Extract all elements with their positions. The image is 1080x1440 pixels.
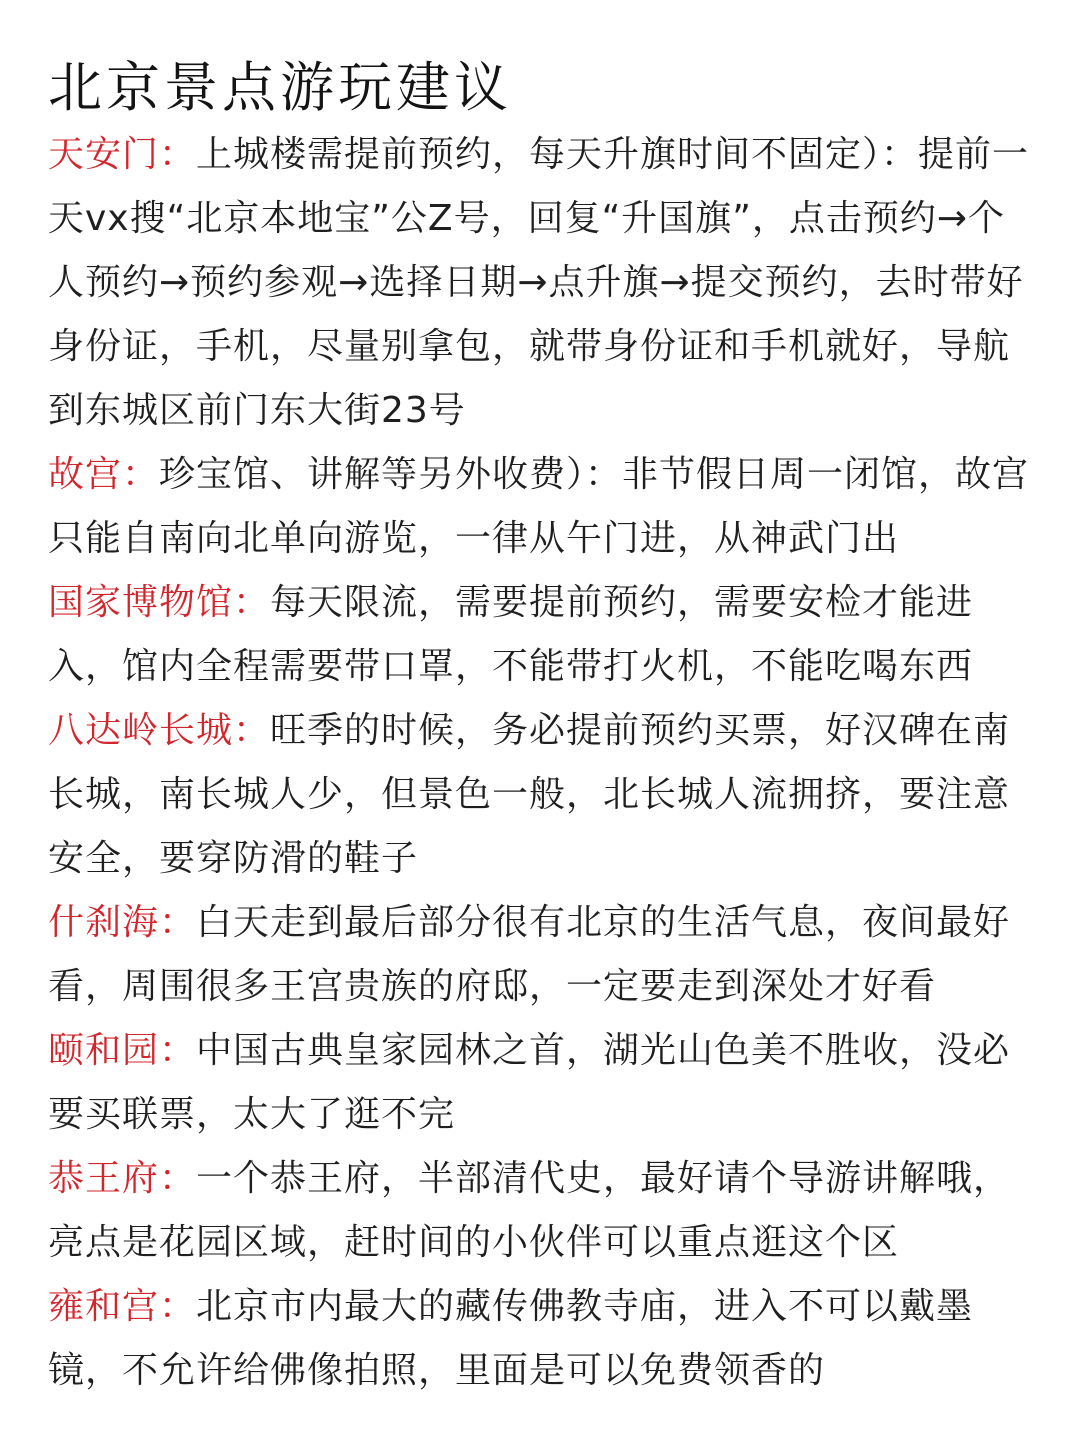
entry-name: 天安门 xyxy=(48,133,160,175)
entry-name: 恭王府 xyxy=(48,1157,160,1199)
entry-separator: ： xyxy=(233,581,271,623)
entry-text: 中国古典皇家园林之首，湖光山色美不胜收，没必要买联票，太大了逛不完 xyxy=(48,1029,1011,1135)
entry-tiananmen xyxy=(48,123,1040,443)
entry-text: 每天限流，需要提前预约，需要安检才能进入，馆内全程需要带口罩，不能带打火机，不能吃喝东西 xyxy=(48,581,974,687)
entry-badaling-great-wall xyxy=(48,699,1040,891)
entry-separator: ： xyxy=(233,709,271,751)
entry-text: 珍宝馆、讲解等另外收费）：非节假日周一闭馆，故宫只能自南向北单向游览，一律从午门进，从神武门出 xyxy=(48,453,1030,559)
entry-national-museum xyxy=(48,571,1040,699)
entry-text: 一个恭王府，半部清代史，最好请个导游讲解哦，亮点是花园区域，赶时间的小伙伴可以重点逛这个区 xyxy=(48,1157,1011,1263)
entry-lama-temple xyxy=(48,1275,1040,1403)
entry-separator: ： xyxy=(159,133,197,175)
entry-text: 白天走到最后部分很有北京的生活气息，夜间最好看，周围很多王宫贵族的府邸，一定要走到深处才好看 xyxy=(48,901,1011,1007)
entry-separator: ： xyxy=(159,1285,197,1327)
entry-summer-palace xyxy=(48,1019,1040,1147)
entry-name: 什刹海 xyxy=(48,901,160,943)
entry-name: 雍和宫 xyxy=(48,1285,160,1327)
entry-separator: ： xyxy=(122,453,160,495)
entry-separator: ： xyxy=(159,1029,197,1071)
entry-separator: ： xyxy=(159,901,197,943)
entry-text: 北京市内最大的藏传佛教寺庙，进入不可以戴墨镜，不允许给佛像拍照，里面是可以免费领香的 xyxy=(48,1285,974,1391)
entry-shichahai xyxy=(48,891,1040,1019)
entry-text: 旺季的时候，务必提前预约买票，好汉碑在南长城，南长城人少，但景色一般，北长城人流拥挤，要注意安全，要穿防滑的鞋子 xyxy=(48,709,1011,879)
entry-text: 上城楼需提前预约，每天升旗时间不固定）：提前一天vx搜“北京本地宝”公Z号，回复“升国旗”，点击预约→个人预约→预约参观→选择日期→点升旗→提交预约，去时带好身份证，手机，尽量别拿包，就带身份证和手机就好，导航到东城区前门东大街23号 xyxy=(48,133,1030,431)
entry-name: 颐和园 xyxy=(48,1029,160,1071)
entry-name: 八达岭长城 xyxy=(48,709,234,751)
page-title: 北京景点游玩建议 xyxy=(48,56,512,119)
entry-separator: ： xyxy=(159,1157,197,1199)
entry-forbidden-city xyxy=(48,443,1040,571)
entry-name: 故宫 xyxy=(48,453,123,495)
entry-name: 国家博物馆 xyxy=(48,581,234,623)
entry-prince-gong-mansion xyxy=(48,1147,1040,1275)
